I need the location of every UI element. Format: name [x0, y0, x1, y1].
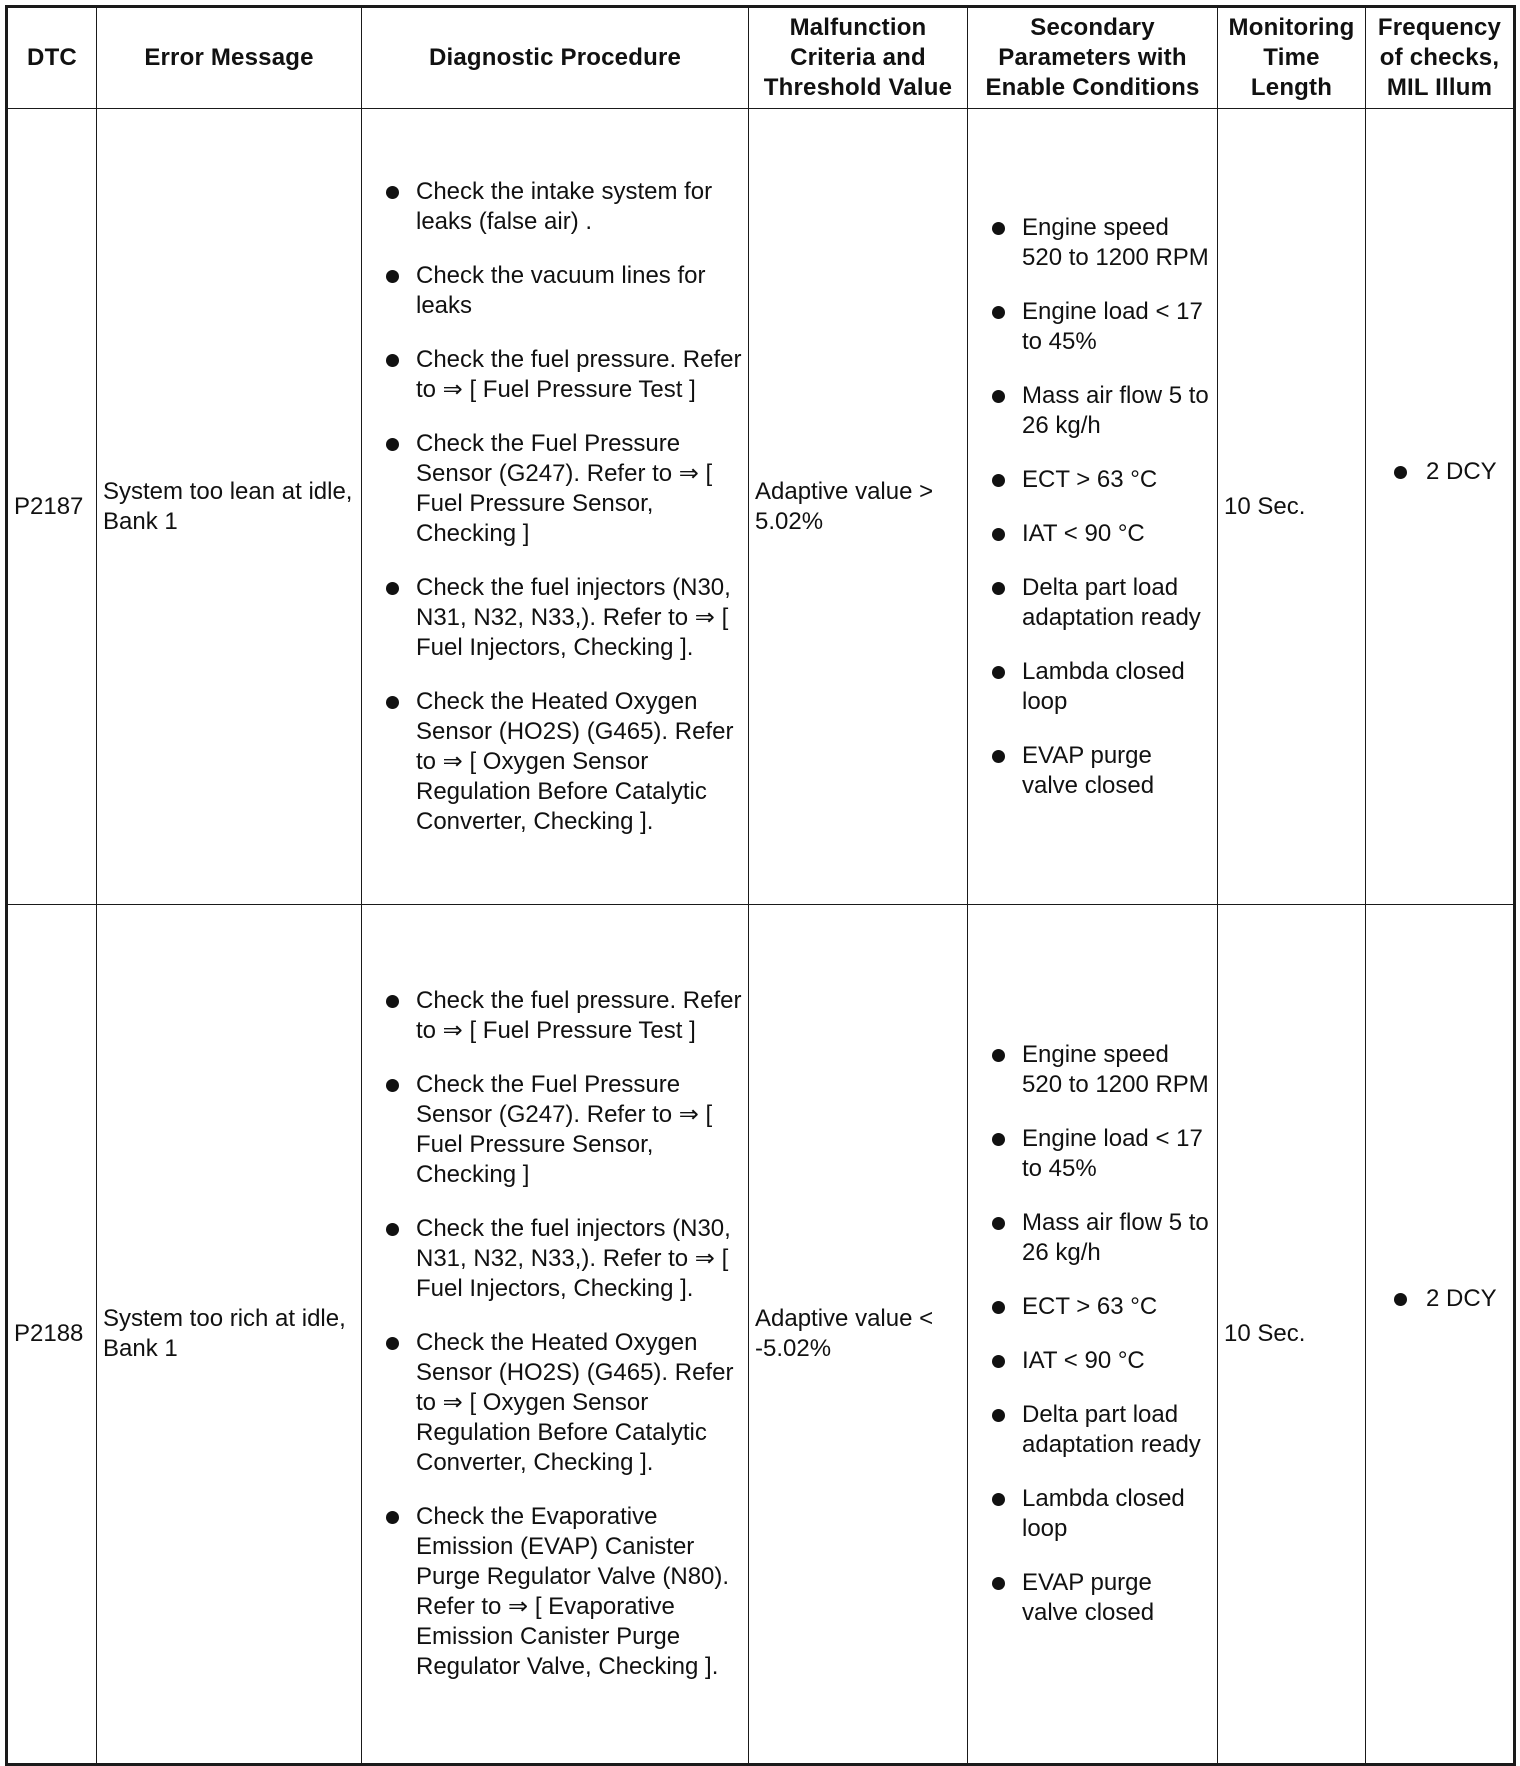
cell-diagnostic-procedure: [362, 109, 749, 905]
list-item-text: IAT < 90 °C: [1022, 1347, 1145, 1374]
bullet-icon: [992, 306, 1005, 319]
cell-dtc: P2188: [7, 905, 97, 1765]
list-item-text: Lambda closed loop: [1022, 657, 1185, 715]
header-row: [7, 7, 1515, 109]
list-item: [974, 519, 1211, 549]
cell-monitoring-time: 10 Sec.: [1218, 109, 1366, 905]
list-item: [368, 1328, 742, 1478]
frequency-list: [1372, 1284, 1507, 1314]
list-item: [368, 687, 742, 837]
cell-error-message: System too lean at idle, Bank 1: [97, 109, 362, 905]
list-item-text: IAT < 90 °C: [1022, 519, 1145, 547]
list-item-text: Check the Heated Oxygen Sensor (HO2S) (G465). Refer to ⇒ [ Oxygen Sensor Regulation Before Catalytic Converter, Checking ].: [416, 687, 734, 835]
dtc-table: [5, 5, 1516, 1766]
bullet-icon: [992, 528, 1005, 541]
list-item-text: Mass air flow 5 to 26 kg/h: [1022, 1209, 1209, 1266]
list-item-text: Lambda closed loop: [1022, 1485, 1185, 1542]
frequency-text: 2 DCY: [1426, 1285, 1497, 1312]
list-item-text: Check the fuel injectors (N30, N31, N32, N33,). Refer to ⇒ [ Fuel Injectors, Checking ].: [416, 1215, 731, 1302]
header-malfunction-criteria: Malfunction Criteria and Threshold Value: [749, 7, 968, 109]
bullet-icon: [386, 1337, 399, 1350]
list-item-text: Delta part load adaptation ready: [1022, 573, 1201, 631]
cell-diagnostic-procedure: [362, 905, 749, 1765]
cell-secondary-parameters: [968, 109, 1218, 905]
bullet-icon: [992, 1577, 1005, 1590]
cell-secondary-parameters: [968, 905, 1218, 1765]
bullet-icon: [386, 696, 399, 709]
list-item: [974, 1484, 1211, 1544]
list-item: [974, 1346, 1211, 1376]
list-item-text: Check the vacuum lines for leaks: [416, 261, 706, 319]
bullet-icon: [992, 1133, 1005, 1146]
table-row: [7, 905, 1515, 1765]
list-item-text: ECT > 63 °C: [1022, 465, 1158, 493]
list-item: [368, 986, 742, 1046]
list-item: [974, 1400, 1211, 1460]
header-monitoring-time: Monitoring Time Length: [1218, 7, 1366, 109]
list-item-text: Delta part load adaptation ready: [1022, 1401, 1201, 1458]
bullet-icon: [992, 1217, 1005, 1230]
list-item-text: Engine load < 17 to 45%: [1022, 297, 1203, 355]
header-secondary-parameters: Secondary Parameters with Enable Conditions: [968, 7, 1218, 109]
frequency-text: 2 DCY: [1426, 457, 1497, 485]
header-error-message: Error Message: [97, 7, 362, 109]
list-item: [974, 465, 1211, 495]
list-item-text: Check the intake system for leaks (false air) .: [416, 177, 713, 235]
list-item-text: Mass air flow 5 to 26 kg/h: [1022, 381, 1209, 439]
bullet-icon: [1394, 466, 1407, 479]
cell-monitoring-time: 10 Sec.: [1218, 905, 1366, 1765]
bullet-icon: [1394, 1293, 1407, 1306]
bullet-icon: [992, 222, 1005, 235]
list-item-text: EVAP purge valve closed: [1022, 741, 1155, 799]
bullet-icon: [992, 1493, 1005, 1506]
header-diagnostic-procedure: Diagnostic Procedure: [362, 7, 749, 109]
list-item: [974, 381, 1211, 441]
bullet-icon: [992, 1409, 1005, 1422]
list-item: [368, 345, 742, 405]
table-header: [7, 7, 1515, 109]
header-frequency: Frequency of checks, MIL Illum: [1366, 7, 1515, 109]
list-item: [974, 1208, 1211, 1268]
list-item: [368, 573, 742, 663]
table-row: [7, 109, 1515, 905]
list-item-text: Check the fuel pressure. Refer to ⇒ [ Fuel Pressure Test ]: [416, 987, 742, 1044]
list-item: [974, 297, 1211, 357]
bullet-icon: [386, 582, 399, 595]
frequency-list: [1372, 457, 1507, 487]
list-item-text: EVAP purge valve closed: [1022, 1569, 1155, 1626]
bullet-icon: [992, 582, 1005, 595]
cell-error-message: System too rich at idle, Bank 1: [97, 905, 362, 1765]
list-item-text: Check the Fuel Pressure Sensor (G247). Refer to ⇒ [ Fuel Pressure Sensor, Checking ]: [416, 429, 713, 547]
parameters-list: [974, 213, 1211, 801]
cell-frequency: [1366, 109, 1515, 905]
list-item: [368, 1502, 742, 1682]
list-item: [1372, 457, 1507, 487]
bullet-icon: [386, 186, 399, 199]
list-item: [974, 1040, 1211, 1100]
bullet-icon: [992, 750, 1005, 763]
header-dtc: DTC: [7, 7, 97, 109]
list-item-text: Check the fuel injectors (N30, N31, N32, N33,). Refer to ⇒ [ Fuel Injectors, Checking ].: [416, 573, 731, 661]
bullet-icon: [992, 474, 1005, 487]
list-item: [368, 1214, 742, 1304]
list-item: [974, 1124, 1211, 1184]
list-item: [974, 657, 1211, 717]
list-item-text: ECT > 63 °C: [1022, 1293, 1158, 1320]
list-item: [974, 741, 1211, 801]
cell-malfunction-criteria: Adaptive value > 5.02%: [749, 109, 968, 905]
parameters-list: [974, 1040, 1211, 1628]
list-item: [974, 1568, 1211, 1628]
cell-frequency: [1366, 905, 1515, 1765]
list-item: [368, 1070, 742, 1190]
list-item-text: Check the Heated Oxygen Sensor (HO2S) (G465). Refer to ⇒ [ Oxygen Sensor Regulation Before Catalytic Converter, Checking ].: [416, 1329, 734, 1476]
list-item-text: Engine speed 520 to 1200 RPM: [1022, 1041, 1209, 1098]
list-item: [368, 177, 742, 237]
procedure-list: [368, 177, 742, 837]
bullet-icon: [386, 354, 399, 367]
bullet-icon: [386, 1079, 399, 1092]
table-body: [7, 109, 1515, 1765]
list-item-text: Engine speed 520 to 1200 RPM: [1022, 213, 1209, 271]
procedure-list: [368, 986, 742, 1682]
list-item: [974, 213, 1211, 273]
bullet-icon: [386, 995, 399, 1008]
bullet-icon: [386, 1223, 399, 1236]
list-item: [1372, 1284, 1507, 1314]
list-item: [368, 429, 742, 549]
bullet-icon: [386, 438, 399, 451]
list-item-text: Check the Fuel Pressure Sensor (G247). Refer to ⇒ [ Fuel Pressure Sensor, Checking ]: [416, 1071, 713, 1188]
list-item: [974, 1292, 1211, 1322]
cell-malfunction-criteria: Adaptive value < -5.02%: [749, 905, 968, 1765]
bullet-icon: [992, 666, 1005, 679]
bullet-icon: [992, 390, 1005, 403]
cell-dtc: P2187: [7, 109, 97, 905]
bullet-icon: [992, 1355, 1005, 1368]
list-item-text: Check the fuel pressure. Refer to ⇒ [ Fuel Pressure Test ]: [416, 345, 742, 403]
bullet-icon: [386, 1511, 399, 1524]
list-item-text: Engine load < 17 to 45%: [1022, 1125, 1203, 1182]
list-item-text: Check the Evaporative Emission (EVAP) Canister Purge Regulator Valve (N80). Refer to ⇒ [ Evaporative Emission Canister Purge Regulator Valve, Checking ].: [416, 1503, 730, 1680]
bullet-icon: [992, 1301, 1005, 1314]
list-item: [974, 573, 1211, 633]
bullet-icon: [386, 270, 399, 283]
list-item: [368, 261, 742, 321]
bullet-icon: [992, 1049, 1005, 1062]
